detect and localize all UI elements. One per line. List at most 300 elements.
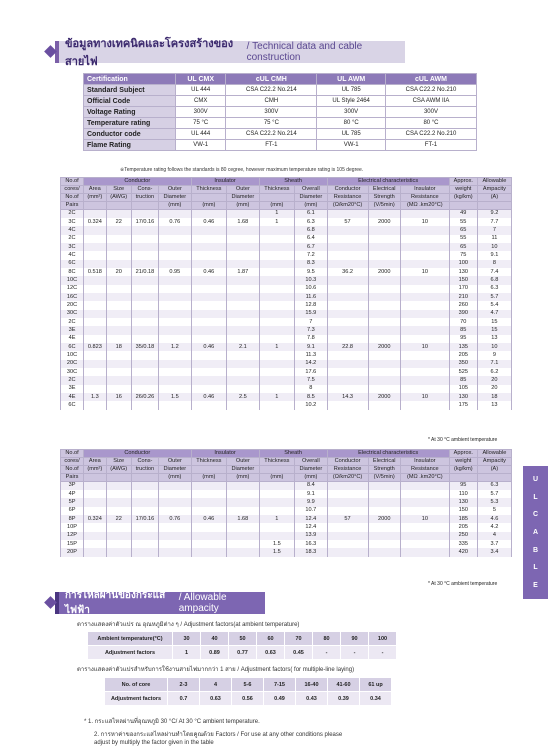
section-header-ampacity — [55, 592, 265, 614]
header-cell — [191, 466, 227, 474]
table-row — [61, 515, 512, 523]
table-cell — [84, 326, 107, 334]
table-row — [61, 351, 512, 359]
header-cell: Overall — [295, 458, 327, 466]
header-cell: (mm) — [227, 202, 259, 210]
table-cell: 175 — [449, 401, 477, 409]
table-cell: 9.1 — [295, 490, 327, 498]
table-cell — [259, 268, 295, 276]
table-cell — [159, 235, 191, 243]
table-cell: 8P — [61, 515, 84, 523]
table-cell — [159, 293, 191, 301]
table-cell — [84, 335, 107, 343]
table-cell — [191, 540, 227, 548]
cert-cell: UL 444 — [176, 129, 226, 140]
ambient-factor-cell: - — [369, 646, 397, 660]
header-cell: Conductor — [327, 458, 368, 466]
section-title-en-text: Technical data and cable construction — [246, 41, 363, 63]
table-row — [61, 276, 512, 284]
table-cell: 5.4 — [477, 301, 511, 309]
table-cell: 18 — [477, 393, 511, 401]
cert-cell: VW-1 — [176, 140, 226, 151]
header-cell: (MΩ .km20°C) — [400, 474, 449, 482]
header-cell: (V/5min) — [368, 202, 400, 210]
header-cell: (AWG) — [106, 466, 131, 474]
table-cell — [227, 210, 259, 218]
table-cell — [227, 523, 259, 531]
table-row — [61, 540, 512, 548]
cert-cell: FT-1 — [226, 140, 317, 151]
header-row — [61, 194, 512, 202]
cert-cell: 300V — [385, 107, 476, 118]
ambient-temp-cell: 40 — [201, 632, 229, 646]
table-cell — [327, 301, 368, 309]
table-cell: 260 — [449, 301, 477, 309]
table-cell — [159, 251, 191, 259]
ambient-temp-cell: 50 — [229, 632, 257, 646]
table-cell — [368, 310, 400, 318]
table-cell — [191, 293, 227, 301]
cert-header-cell: UL CMX — [176, 74, 226, 85]
table-cell: 30C — [61, 368, 84, 376]
table-row — [61, 360, 512, 368]
table-cell: 12.4 — [295, 515, 327, 523]
table-cell — [84, 318, 107, 326]
table-cell — [131, 335, 158, 343]
table-cell — [84, 368, 107, 376]
table-cell — [227, 226, 259, 234]
table-cell: 10 — [477, 343, 511, 351]
header-cell: Diameter — [159, 466, 191, 474]
table-cell: 16.3 — [295, 540, 327, 548]
header-row — [61, 202, 512, 210]
table-cell — [106, 548, 131, 556]
table-cell — [191, 401, 227, 409]
table-cell — [159, 285, 191, 293]
ambient-temp-cell: 60 — [257, 632, 285, 646]
certification-table — [83, 73, 477, 151]
table-cell — [227, 326, 259, 334]
table-cell: 75 — [449, 251, 477, 259]
table-cell: 15P — [61, 540, 84, 548]
header-row — [61, 450, 512, 458]
table-cell — [159, 401, 191, 409]
table-cell — [131, 360, 158, 368]
table-cell: 13.9 — [295, 532, 327, 540]
table-cell: 3.4 — [477, 548, 511, 556]
table-cell — [159, 368, 191, 376]
table-cell: 1.87 — [227, 268, 259, 276]
table-cell — [227, 532, 259, 540]
table-cell: 11.3 — [295, 351, 327, 359]
table-row — [61, 235, 512, 243]
table-cell — [327, 548, 368, 556]
table-cell — [227, 293, 259, 301]
table-cell — [368, 376, 400, 384]
table-cell — [227, 548, 259, 556]
table-cell — [327, 351, 368, 359]
table-cell — [84, 540, 107, 548]
table-cell — [368, 285, 400, 293]
header-cell: (mm) — [159, 474, 191, 482]
table-cell — [327, 235, 368, 243]
table-cell — [106, 326, 131, 334]
cert-row — [84, 96, 477, 107]
cert-cell: 300V — [226, 107, 317, 118]
table-cell: 0.518 — [84, 268, 107, 276]
table-cell: 0.76 — [159, 218, 191, 226]
table-cell — [227, 376, 259, 384]
table-row — [61, 293, 512, 301]
table-cell — [106, 376, 131, 384]
cert-header-row — [84, 74, 477, 85]
table-cell: 11 — [477, 235, 511, 243]
table-cell — [259, 376, 295, 384]
side-letter: B — [532, 546, 539, 554]
table-cell: 10C — [61, 351, 84, 359]
header-cell: Overall — [295, 186, 327, 194]
table-cell: 10 — [400, 268, 449, 276]
table-cell: 2C — [61, 235, 84, 243]
table-cell — [106, 285, 131, 293]
header-cell: Outer — [159, 458, 191, 466]
table-cell: 9.9 — [295, 498, 327, 506]
header-insulator: Insulator — [191, 450, 259, 458]
table-cell: 6C — [61, 401, 84, 409]
header-cell: Ampacity — [477, 458, 511, 466]
table-cell — [84, 498, 107, 506]
table-cell — [84, 523, 107, 531]
header-cell: (mm) — [191, 202, 227, 210]
table-cell — [106, 523, 131, 531]
table-cell — [227, 235, 259, 243]
table-cell — [131, 318, 158, 326]
table-cell — [368, 260, 400, 268]
table-cell: 2C — [61, 210, 84, 218]
cert-cell: CSA C22.2 No.214 — [226, 85, 317, 96]
table-cell — [84, 235, 107, 243]
table-cell: 1 — [259, 218, 295, 226]
table-cell — [259, 498, 295, 506]
table-cell — [84, 210, 107, 218]
multi-factor-cell: 0.39 — [328, 692, 360, 706]
header-cell — [449, 202, 477, 210]
table-cell — [191, 482, 227, 490]
table-cell: 10C — [61, 276, 84, 284]
table-cell: 49 — [449, 210, 477, 218]
table-cell: 1.68 — [227, 515, 259, 523]
table-cell — [84, 251, 107, 259]
cable-spec-table-cores — [60, 177, 512, 410]
table-cell — [327, 251, 368, 259]
multi-factor-cell: 0.7 — [168, 692, 200, 706]
table-cell — [368, 293, 400, 301]
table-cell — [159, 310, 191, 318]
table-cell — [106, 490, 131, 498]
table-cell: 6P — [61, 507, 84, 515]
header-cell: cores/ — [61, 458, 84, 466]
table-cell — [84, 276, 107, 284]
table-cell — [191, 523, 227, 531]
table-row — [61, 401, 512, 409]
table-cell: 65 — [449, 243, 477, 251]
table-cell — [368, 235, 400, 243]
table-cell: 6.3 — [295, 218, 327, 226]
table-cell: 8 — [295, 385, 327, 393]
table-cell — [259, 360, 295, 368]
cert-cell: CSA C22.2 No.214 — [226, 129, 317, 140]
header-cell: Ampacity — [477, 186, 511, 194]
header-cell: (mm²) — [84, 466, 107, 474]
ambient-factor-cell: 0.45 — [285, 646, 313, 660]
header-cell: (mm) — [295, 202, 327, 210]
table-cell: 6.8 — [477, 276, 511, 284]
table-cell — [327, 226, 368, 234]
header-cell — [84, 202, 107, 210]
table-cell — [191, 376, 227, 384]
table-cell — [400, 490, 449, 498]
section-header-bar — [55, 38, 405, 68]
ambient-factor-cell: 0.63 — [257, 646, 285, 660]
table-cell — [131, 310, 158, 318]
header-approx: Approx. — [449, 450, 477, 458]
table-cell: 3E — [61, 385, 84, 393]
temperature-note: ※Temperature rating follows the standards is 80 cegree, however maximum temperature rating is 105 degree. — [120, 167, 364, 173]
header-cell: Strength — [368, 466, 400, 474]
header-electrical: Electrical characteristics — [327, 450, 449, 458]
header-cell: Resistance — [400, 466, 449, 474]
table-cell — [159, 498, 191, 506]
table-cell — [191, 351, 227, 359]
table-cell — [227, 540, 259, 548]
header-cell: Electrical — [368, 186, 400, 194]
table-row — [61, 490, 512, 498]
table-cell — [368, 385, 400, 393]
table-cell — [191, 498, 227, 506]
table-cell — [84, 482, 107, 490]
table-row — [61, 268, 512, 276]
table-cell — [106, 251, 131, 259]
table-cell: 10 — [400, 393, 449, 401]
table-cell: 0.46 — [191, 393, 227, 401]
table-cell: 10.7 — [295, 507, 327, 515]
table-cell: 350 — [449, 360, 477, 368]
table-cell — [191, 326, 227, 334]
cert-row — [84, 118, 477, 129]
header-cell: Resistance — [327, 194, 368, 202]
table-cell: 1 — [259, 515, 295, 523]
table-cell — [191, 335, 227, 343]
table-cell: 1.5 — [159, 393, 191, 401]
table-cell: 70 — [449, 318, 477, 326]
table-cell: 12.4 — [295, 523, 327, 531]
table-cell: 10.3 — [295, 276, 327, 284]
table-cell — [259, 368, 295, 376]
side-letter: U — [532, 476, 539, 483]
header-cell: Resistance — [327, 466, 368, 474]
cert-cell: 80 °C — [385, 118, 476, 129]
table-cell — [259, 482, 295, 490]
header-cell: Cons- — [131, 458, 158, 466]
header-cell: cores/ — [61, 186, 84, 194]
table-cell: 130 — [449, 498, 477, 506]
table-cell: 17.6 — [295, 368, 327, 376]
multi-factor-cell: 0.34 — [360, 692, 392, 706]
table-cell — [84, 360, 107, 368]
table-cell — [400, 351, 449, 359]
table-cell: 22 — [106, 218, 131, 226]
table-cell: 3P — [61, 482, 84, 490]
header-cell: Outer — [159, 186, 191, 194]
side-letter: L — [533, 564, 538, 572]
table-cell: 10.6 — [295, 285, 327, 293]
section-header-bar — [55, 592, 265, 614]
table-cell: 6C — [61, 343, 84, 351]
table-cell: 8.3 — [295, 260, 327, 268]
table-row — [61, 368, 512, 376]
table-cell — [106, 226, 131, 234]
table-cell — [400, 310, 449, 318]
table-cell — [131, 276, 158, 284]
table-cell — [259, 385, 295, 393]
ambient-temp-cell: 70 — [285, 632, 313, 646]
ambient-temp-cell: 100 — [369, 632, 397, 646]
table-cell — [84, 310, 107, 318]
footnote-3: adjust by multiply the factor given in the table — [94, 740, 214, 746]
table-cell — [84, 226, 107, 234]
cable-spec-table-pairs — [60, 449, 512, 557]
section-title-en: / Technical data and cable construction — [246, 41, 363, 63]
table-cell — [259, 260, 295, 268]
table-cell — [159, 243, 191, 251]
cert-header-cell: cUL CMH — [226, 74, 317, 85]
header-row — [61, 474, 512, 482]
header-cell — [106, 474, 131, 482]
table-cell — [106, 210, 131, 218]
table-cell — [84, 532, 107, 540]
table-cell: 57 — [327, 218, 368, 226]
header-cell: (Ω/km20°C) — [327, 474, 368, 482]
table-cell — [227, 285, 259, 293]
table-cell — [327, 385, 368, 393]
header-cell: Area — [84, 186, 107, 194]
table-cell: 5P — [61, 498, 84, 506]
table-cell: 18 — [106, 343, 131, 351]
table-cell — [106, 318, 131, 326]
table-cell: 135 — [449, 343, 477, 351]
table-cell — [159, 226, 191, 234]
table-cell — [131, 210, 158, 218]
table-cell — [259, 532, 295, 540]
table-cell: 16C — [61, 293, 84, 301]
table-cell — [131, 482, 158, 490]
core-count-cell: 5-6 — [232, 678, 264, 692]
table-cell: 6.3 — [477, 482, 511, 490]
table-cell: 22.8 — [327, 343, 368, 351]
table-cell: 8.5 — [295, 393, 327, 401]
table-cell: 3E — [61, 326, 84, 334]
table-cell — [84, 243, 107, 251]
table-cell: 1.5 — [259, 540, 295, 548]
table-cell — [106, 532, 131, 540]
section-title-th: การไหลผ่านของกระแสไฟฟ้า — [65, 590, 166, 616]
table-row — [61, 343, 512, 351]
table-cell — [227, 243, 259, 251]
ambient-factor-cell: - — [341, 646, 369, 660]
table-cell: 20C — [61, 360, 84, 368]
table-cell — [227, 335, 259, 343]
table-cell: 0.95 — [159, 268, 191, 276]
table-cell — [131, 401, 158, 409]
table-cell: 210 — [449, 293, 477, 301]
table-cell — [191, 226, 227, 234]
table-cell — [227, 360, 259, 368]
table-cell — [191, 251, 227, 259]
ambient-temp-label: Ambient temperature(°C) — [88, 632, 173, 646]
table-cell — [368, 401, 400, 409]
table-cell: 20P — [61, 548, 84, 556]
table-cell: 130 — [449, 393, 477, 401]
table-cell — [259, 401, 295, 409]
table-cell: 35/0.18 — [131, 343, 158, 351]
table-row — [61, 376, 512, 384]
table-cell — [131, 385, 158, 393]
header-cell: (AWG) — [106, 194, 131, 202]
table-cell: 6.8 — [295, 226, 327, 234]
table-cell: 14.2 — [295, 360, 327, 368]
multi-factor-cell: 0.56 — [232, 692, 264, 706]
header-cell: Diameter — [227, 466, 259, 474]
table-cell — [106, 360, 131, 368]
table-row — [61, 210, 512, 218]
table-cell — [368, 540, 400, 548]
table-cell: 2C — [61, 376, 84, 384]
table-cell — [400, 210, 449, 218]
table-row — [61, 301, 512, 309]
table-cell: 8C — [61, 268, 84, 276]
table-cell: 2000 — [368, 343, 400, 351]
table-cell — [159, 490, 191, 498]
header-cell: (MΩ .km20°C) — [400, 202, 449, 210]
table-cell — [131, 376, 158, 384]
section-title-en: / Allowable ampacity — [178, 592, 227, 614]
cert-cell: UL Style 2464 — [317, 96, 386, 107]
section-header-technical — [55, 38, 405, 68]
header-no-of: No.of — [61, 450, 84, 458]
section-title-th: ข้อมูลทางเทคนิคและโครงสร้างของสายไฟ — [65, 38, 234, 68]
header-cell: truction — [131, 466, 158, 474]
cert-cell: CMH — [226, 96, 317, 107]
table-cell — [159, 301, 191, 309]
multi-factor-cell: 0.49 — [264, 692, 296, 706]
header-row — [61, 186, 512, 194]
table-cell: 14.3 — [327, 393, 368, 401]
table-cell: 6.2 — [477, 368, 511, 376]
table-cell — [327, 260, 368, 268]
table-cell: 3C — [61, 218, 84, 226]
table-cell — [400, 368, 449, 376]
table-cell — [400, 235, 449, 243]
table-cell — [368, 301, 400, 309]
ambient-factor-cell: - — [313, 646, 341, 660]
table-cell — [159, 376, 191, 384]
table-row — [61, 326, 512, 334]
table-cell: 7.4 — [477, 268, 511, 276]
table-cell: 15.9 — [295, 310, 327, 318]
table-cell — [131, 293, 158, 301]
table-row — [61, 548, 512, 556]
table-cell — [159, 335, 191, 343]
